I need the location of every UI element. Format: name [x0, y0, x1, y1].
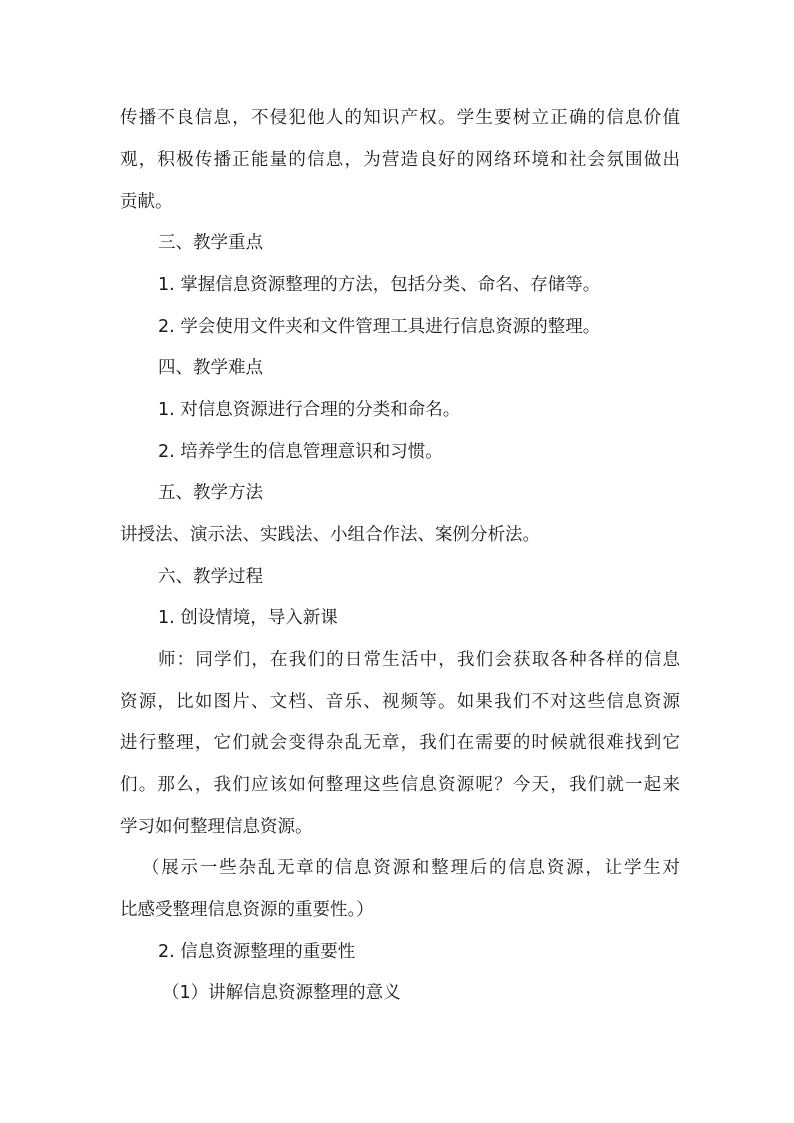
section-heading: 四、教学难点: [158, 358, 263, 378]
paragraph-line: 们。那么，我们应该如何整理这些信息资源呢？今天，我们就一起来: [120, 775, 680, 795]
paragraph-line: 资源，比如图片、文档、音乐、视频等。如果我们不对这些信息资源: [120, 692, 680, 712]
sub-heading: 2. 信息资源整理的重要性: [158, 942, 356, 962]
list-item: 2. 学会使用文件夹和文件管理工具进行信息资源的整理。: [158, 317, 601, 337]
section-heading: 三、教学重点: [158, 233, 263, 253]
section-heading: 六、教学过程: [158, 567, 263, 587]
paragraph-line: 进行整理，它们就会变得杂乱无章，我们在需要的时候就很难找到它: [120, 733, 680, 753]
paragraph-line: 学习如何整理信息资源。: [120, 817, 313, 837]
list-item: 2. 培养学生的信息管理意识和习惯。: [158, 442, 443, 462]
sub-heading: 1. 创设情境，导入新课: [158, 608, 338, 628]
paragraph-line: 师：同学们，在我们的日常生活中，我们会获取各种各样的信息: [158, 650, 680, 670]
paragraph-line: 讲授法、演示法、实践法、小组合作法、案例分析法。: [120, 525, 540, 545]
paragraph-line: 传播不良信息，不侵犯他人的知识产权。学生要树立正确的信息价值: [120, 108, 680, 128]
sub-heading: （1）讲解信息资源整理的意义: [162, 983, 401, 1003]
paragraph-line: （展示一些杂乱无章的信息资源和整理后的信息资源，让学生对: [142, 858, 680, 878]
list-item: 1. 掌握信息资源整理的方法，包括分类、命名、存储等。: [158, 275, 601, 295]
paragraph-line: 贡献。: [120, 192, 173, 212]
paragraph-line: 比感受整理信息资源的重要性。）: [120, 900, 374, 920]
section-heading: 五、教学方法: [158, 483, 263, 503]
paragraph-line: 观，积极传播正能量的信息，为营造良好的网络环境和社会氛围做出: [120, 150, 680, 170]
list-item: 1. 对信息资源进行合理的分类和命名。: [158, 400, 461, 420]
